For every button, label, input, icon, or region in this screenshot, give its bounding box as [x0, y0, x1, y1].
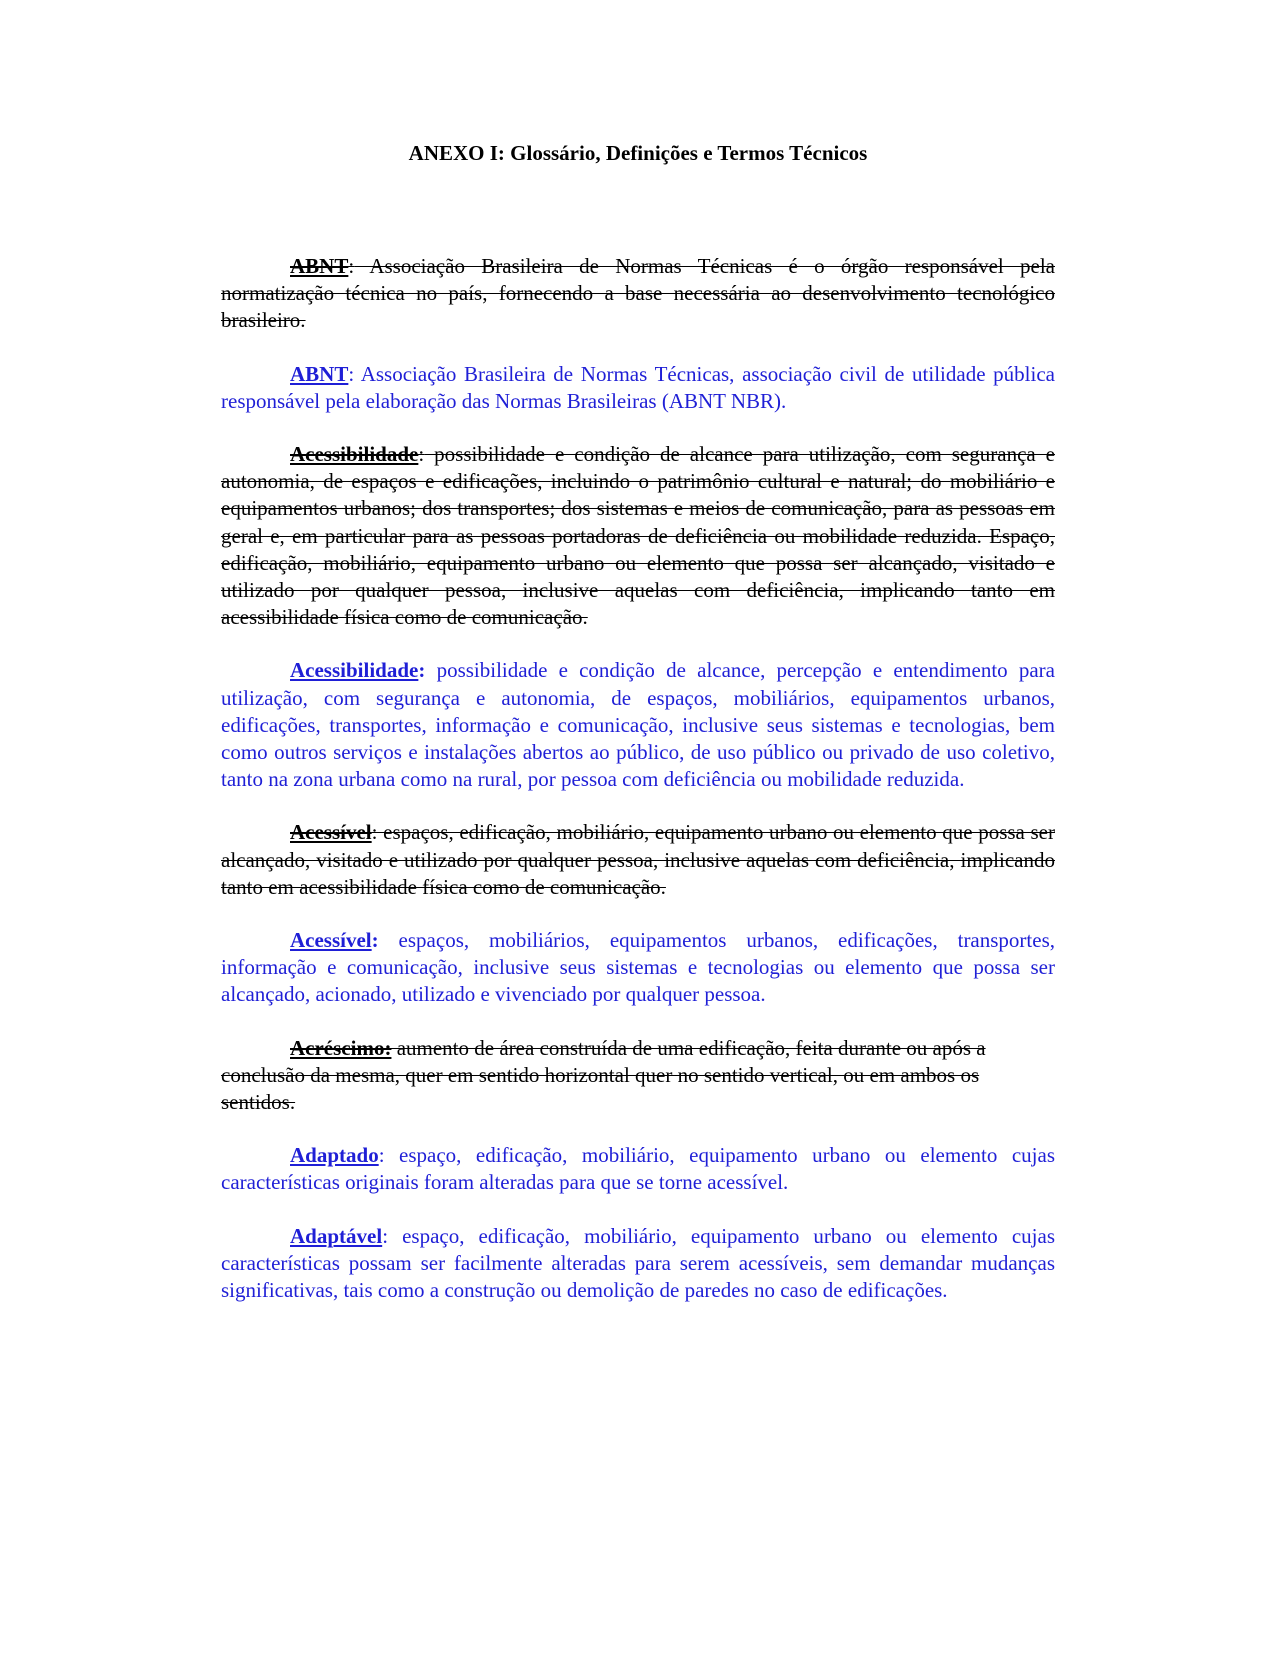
entry-separator: : [382, 1223, 389, 1248]
entry-definition: espaço, edificação, mobiliário, equipamento urbano ou elemento cujas características originais foram alteradas para que se torne acessível. [221, 1143, 1055, 1195]
entry-separator: : [418, 658, 426, 683]
entry-term: Acessível [290, 820, 372, 845]
entry-definition: Associação Brasileira de Normas Técnicas é o órgão responsável pela normatização técnica no país, fornecendo a base necessária ao desenvolvimento tecnológico brasileiro. [221, 254, 1055, 333]
entry-separator: : [348, 361, 355, 386]
entry-separator: : [371, 820, 378, 845]
entry-definition: possibilidade e condição de alcance, percepção e entendimento para utilização, com segurança e autonomia, de espaços, mobiliários, equipamentos urbanos, edificações, transportes, informação e comunicação, inclusive seus sistemas e tecnologias, bem como outros serviços e instalações abertos ao público, de uso público ou privado de uso coletivo, tanto na zona urbana como na rural, por pessoa com deficiência ou mobilidade reduzida. [221, 658, 1055, 792]
entry-definition: espaços, edificação, mobiliário, equipamento urbano ou elemento que possa ser alcançado, visitado e utilizado por qualquer pessoa, inclusive aquelas com deficiência, implicando tanto em acessibilidade física como de comunicação. [221, 820, 1055, 899]
glossary-entries [221, 253, 1055, 1330]
glossary-entry-inserted-adaptado [221, 1142, 1055, 1196]
glossary-entry-inserted-acessivel [221, 927, 1055, 1009]
entry-term: ABNT [290, 254, 349, 278]
entry-definition: Associação Brasileira de Normas Técnicas, associação civil de utilidade pública responsável pela elaboração das Normas Brasileiras (ABNT NBR). [221, 361, 1055, 413]
entry-term: Adaptado [290, 1143, 379, 1168]
entry-separator: : [418, 442, 425, 467]
entry-term: Acessibilidade [290, 658, 419, 683]
glossary-entry-deleted-acessibilidade [221, 441, 1055, 631]
entry-definition: espaços, mobiliários, equipamentos urbanos, edificações, transportes, informação e comunicação, inclusive seus sistemas e tecnologias ou elemento que possa ser alcançado, acionado, utilizado e vivenciado por qualquer pessoa. [221, 928, 1055, 1007]
entry-definition: possibilidade e condição de alcance para utilização, com segurança e autonomia, de espaços e edificações, incluindo o patrimônio cultural e natural; do mobiliário e equipamentos urbanos; dos transportes; dos sistemas e meios de comunicação, para as pessoas em geral e, em particular para as pessoas portadoras de deficiência ou mobilidade reduzida. Espaço, edificação, mobiliário, equipamento urbano ou elemento que possa ser alcançado, visitado e utilizado por qualquer pessoa, inclusive aquelas com deficiência, implicando tanto em acessibilidade física como de comunicação. [221, 442, 1055, 630]
entry-separator: : [371, 928, 379, 953]
glossary-entry-inserted-abnt [221, 361, 1055, 415]
entry-separator: : [348, 254, 355, 278]
entry-term: ABNT [290, 361, 349, 386]
entry-term: Acessível [290, 928, 372, 953]
entry-definition: espaço, edificação, mobiliário, equipamento urbano ou elemento cujas características possam ser facilmente alteradas para serem acessíveis, sem demandar mudanças significativas, tais como a construção ou demolição de paredes no caso de edificações. [221, 1223, 1055, 1303]
glossary-entry-deleted-acessivel [221, 819, 1055, 901]
entry-term: Adaptável [290, 1223, 383, 1248]
glossary-entry-deleted-acrescimo [221, 1035, 1055, 1117]
entry-term: Acessibilidade [290, 442, 419, 467]
entry-term: Acréscimo: [290, 1035, 392, 1060]
glossary-entry-inserted-adaptavel [221, 1223, 1055, 1305]
document-title: ANEXO I: Glossário, Definições e Termos Técnicos [408, 141, 868, 165]
glossary-entry-deleted-abnt [221, 253, 1055, 335]
entry-separator: : [378, 1143, 385, 1168]
entry-definition: aumento de área construída de uma edificação, feita durante ou após a conclusão da mesma, quer em sentido horizontal quer no sentido vertical, ou em ambos os sentidos. [221, 1035, 986, 1115]
glossary-entry-inserted-acessibilidade [221, 657, 1055, 793]
